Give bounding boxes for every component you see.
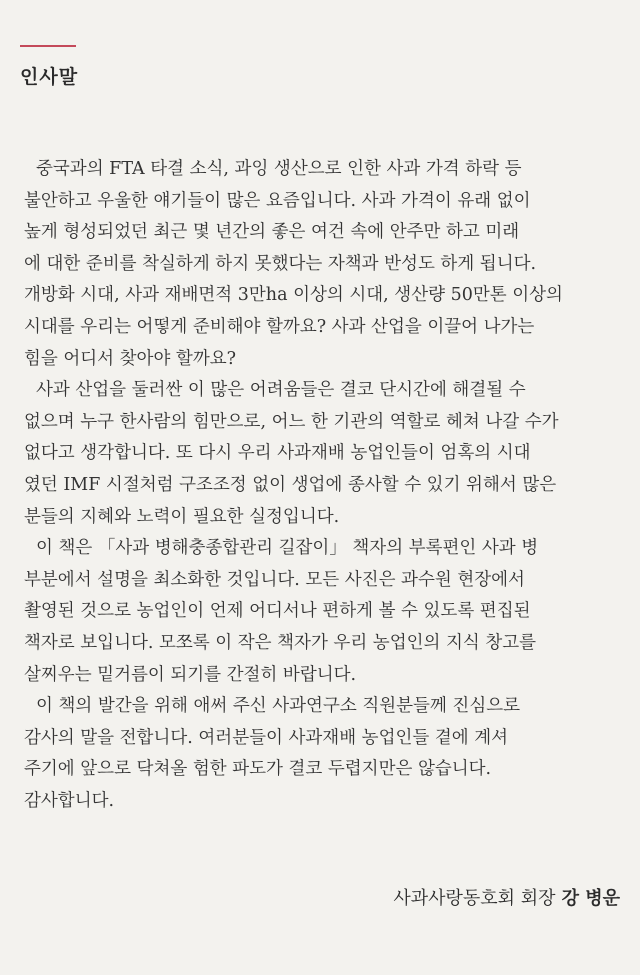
paragraph-4 xyxy=(24,691,624,817)
text-line: 사과 산업을 둘러싼 이 많은 어려움들은 결코 단시간에 해결될 수 xyxy=(36,380,526,401)
text-line: 불안하고 우울한 얘기들이 많은 요즘입니다. 사과 가격이 유래 없이 xyxy=(24,190,531,211)
text-line: 부분에서 설명을 최소화한 것입니다. 모든 사진은 과수원 현장에서 xyxy=(24,569,525,590)
text-line: 분들의 지혜와 노력이 필요한 실정입니다. xyxy=(24,506,340,527)
text-line: 힘을 어디서 찾아야 할까요? xyxy=(24,348,237,369)
text-line: 주기에 앞으로 닥쳐올 험한 파도가 결코 두렵지만은 않습니다. xyxy=(24,759,492,780)
text-line: 살찌우는 밑거름이 되기를 간절히 바랍니다. xyxy=(24,664,357,685)
paragraph-2 xyxy=(24,375,624,533)
signature-title: 사과사랑동호회 회장 xyxy=(393,888,556,909)
text-line: 였던 IMF 시절처럼 구조조정 없이 생업에 종사할 수 있기 위해서 많은 xyxy=(24,474,557,495)
paragraph-1 xyxy=(24,154,624,375)
text-line: 이 책은 「사과 병해충종합관리 길잡이」 책자의 부록편인 사과 병 xyxy=(36,538,539,559)
paragraph-3 xyxy=(24,533,624,691)
signature-name: 강 병운 xyxy=(561,888,620,909)
text-line: 책자로 보입니다. 모쪼록 이 작은 책자가 우리 농업인의 지식 창고를 xyxy=(24,632,537,653)
text-line: 없으며 누구 한사람의 힘만으로, 어느 한 기관의 역할로 헤쳐 나갈 수가 xyxy=(24,411,559,432)
text-line: 촬영된 것으로 농업인이 언제 어디서나 편하게 볼 수 있도록 편집된 xyxy=(24,601,531,622)
text-line: 높게 형성되었던 최근 몇 년간의 좋은 여건 속에 안주만 하고 미래 xyxy=(24,222,520,243)
accent-rule xyxy=(20,45,76,47)
text-line: 감사합니다. xyxy=(24,790,115,811)
text-line: 개방화 시대, 사과 재배면적 3만ha 이상의 시대, 생산량 50만톤 이상의 xyxy=(24,285,563,306)
signature xyxy=(393,884,620,910)
page-title: 인사말 xyxy=(20,66,79,88)
text-line: 감사의 말을 전합니다. 여러분들이 사과재배 농업인들 곁에 계셔 xyxy=(24,727,509,748)
text-line: 없다고 생각합니다. 또 다시 우리 사과재배 농업인들이 엄혹의 시대 xyxy=(24,443,531,464)
text-line: 이 책의 발간을 위해 애써 주신 사과연구소 직원분들께 진심으로 xyxy=(36,696,521,717)
greeting-body xyxy=(24,154,624,817)
text-line: 에 대한 준비를 착실하게 하지 못했다는 자책과 반성도 하게 됩니다. xyxy=(24,253,537,274)
text-line: 시대를 우리는 어떻게 준비해야 할까요? 사과 산업을 이끌어 나가는 xyxy=(24,316,535,337)
text-line: 중국과의 FTA 타결 소식, 과잉 생산으로 인한 사과 가격 하락 등 xyxy=(36,159,522,179)
